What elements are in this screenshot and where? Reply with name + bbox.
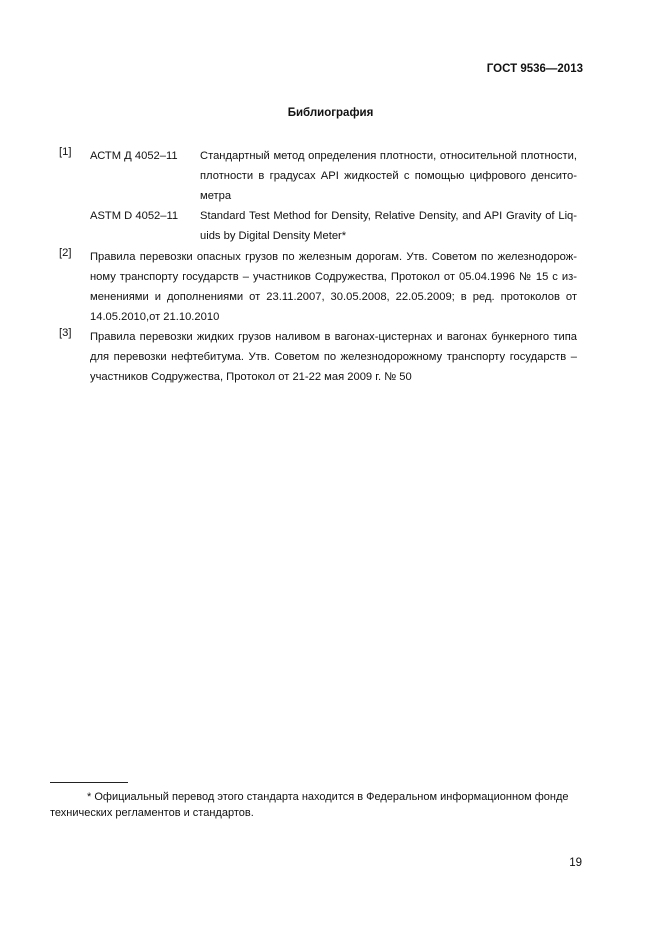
page-title: Библиография [287,107,374,119]
footnote [50,789,590,821]
reference-text: Стандартный метод определения плотности, относительной плотности, плотности в градусах API жидкостей с помощью цифрового денсито-метра [200,150,577,202]
entry-number: [3] [59,327,72,339]
reference-text: Standard Test Method for Density, Relative Density, and API Gravity of Liq-uids by Digital Density Meter* [200,210,577,242]
footnote-text: * Официальный перевод этого стандарта находится в Федеральном информационном фонде технических регламентов и стандартов. [50,791,569,819]
reference-code: ASTM D 4052–11 [90,210,179,222]
standard-code-header: ГОСТ 9536—2013 [486,63,583,75]
reference-row [59,206,577,246]
page-number: 19 [569,857,582,869]
entry-text: Правила перевозки жидких грузов наливом в вагонах-цистернах и вагонах бункерного типа для перевозки нефтебитума. Утв. Советом по железнодорожному транспорту государств – участников Содружества, Протокол от 21-22 мая 2009 г. № 50 [90,331,577,383]
entry-text: Правила перевозки опасных грузов по железным дорогам. Утв. Советом по железнодорож-ному транспорту государств – участников Содружества, Протокол от 05.04.1996 № 15 с из-менениями и дополнениями от 23.11.2007, 30.05.2008, 22.05.2009; в ред. протоколов от 14.05.2010,от 21.10.2010 [90,251,577,323]
entry-number: [1] [59,146,72,158]
entry-number: [2] [59,247,72,259]
bibliography-entry-3 [59,327,577,387]
footnote-divider [50,782,128,783]
bibliography-entry-1 [59,146,577,246]
reference-code: АСТМ Д 4052–11 [90,150,178,162]
bibliography-entry-2 [59,247,577,327]
bibliography-list [59,146,577,387]
reference-row [59,146,577,206]
